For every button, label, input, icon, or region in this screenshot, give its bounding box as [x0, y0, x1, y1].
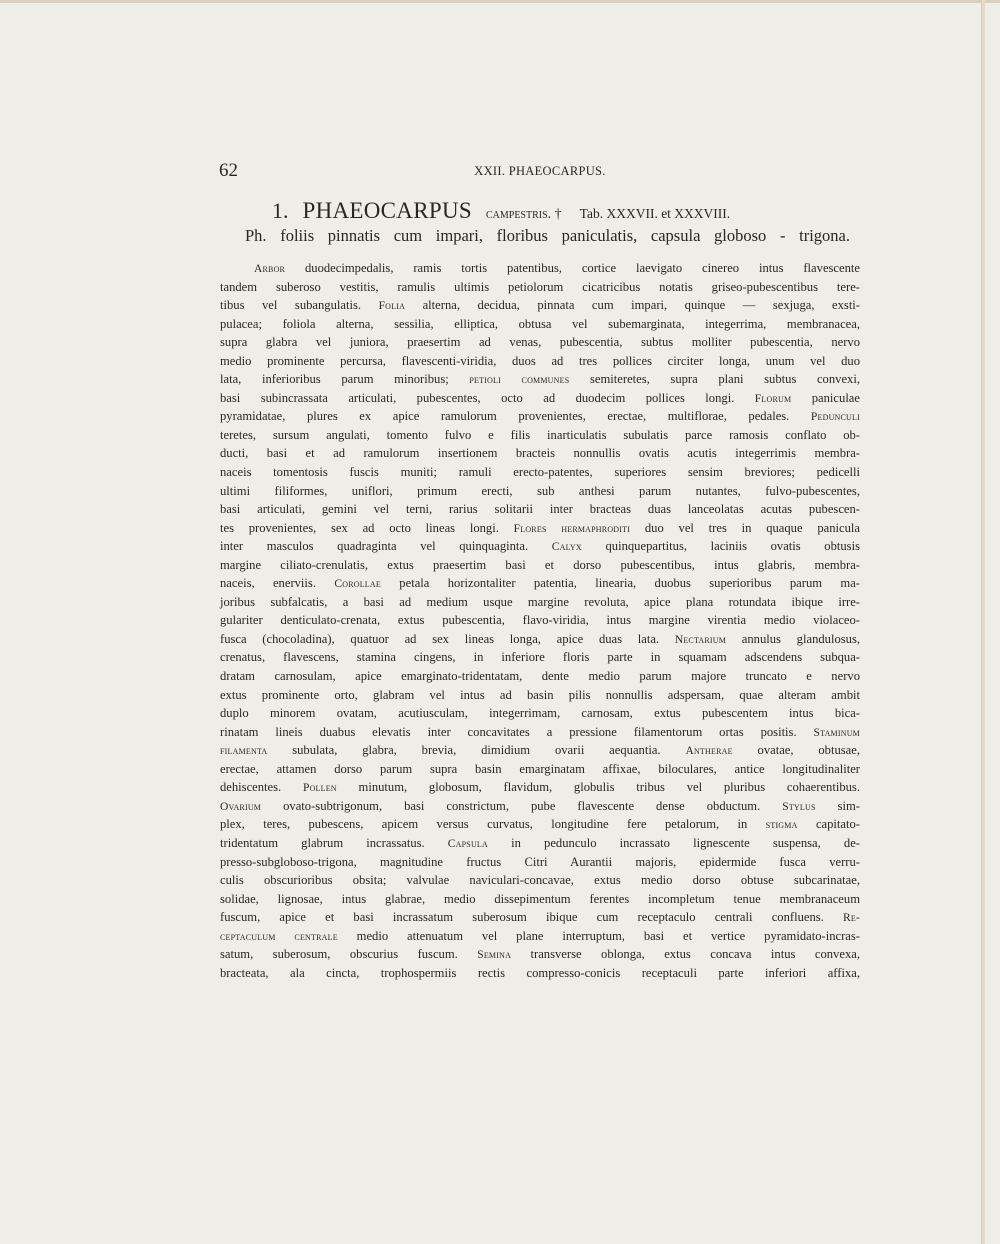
text-line — [220, 556, 860, 575]
organ-term: Capsula — [447, 837, 488, 850]
text-line — [220, 500, 860, 519]
text-run: alterna, decidua, pinnata cum impari, quinque — sexjuga, exsti- — [405, 298, 861, 313]
text-run: pyramidatae, plures ex apice ramulorum provenientes, erectae, multiflorae, pedales. — [220, 409, 811, 424]
text-run: joribus subfalcatis, a basi ad medium usque margine revoluta, apice plana rotundata ibique irre- — [220, 594, 860, 609]
plate-reference: Tab. XXXVII. et XXXVIII. — [579, 206, 731, 221]
text-run: dehiscentes. — [220, 780, 303, 795]
text-run: teretes, sursum angulati, tomento fulvo e filis inarticulatis subulatis parce ramosis conflato ob- — [220, 427, 860, 442]
text-run: duplo minorem ovatam, acutiusculam, integerrimam, carnosam, extus pubescentem intus bica- — [220, 706, 860, 721]
text-line — [220, 333, 860, 352]
text-line — [220, 630, 860, 649]
text-run: paniculae — [791, 390, 860, 405]
text-run: duodecimpedalis, ramis tortis patentibus, cortice laevigato cinereo intus flavescente — [285, 261, 860, 275]
text-line — [220, 890, 860, 909]
text-run: erectae, attamen dorso parum supra basin emarginatam affixae, biloculares, antice longitudinaliter — [220, 761, 860, 776]
text-run: presso-subgloboso-trigona, magnitudine fructus Citri Aurantii majoris, epidermide fusca verru- — [220, 854, 860, 869]
page-top-shadow — [0, 0, 1000, 3]
organ-term: Re- — [843, 912, 860, 925]
species-epithet: campestris. † — [485, 207, 562, 222]
text-line — [220, 593, 860, 612]
text-line — [220, 444, 860, 463]
text-line — [220, 686, 860, 705]
text-line — [220, 370, 860, 389]
description-body — [220, 259, 860, 982]
text-run: supra glabra vel juniora, praesertim ad venas, pubescentia, subtus molliter pubescentia, nervo — [220, 335, 860, 350]
text-run: semiteretes, supra plani subtus convexi, — [569, 372, 860, 387]
text-run: ducti, basi et ad ramulorum insertionem bracteis nonnullis ovatis acutis integerrimis membra- — [220, 446, 860, 461]
text-line — [220, 574, 860, 593]
organ-term: Florum — [754, 392, 792, 405]
text-run: plex, teres, pubescens, apicem versus curvatus, longitudine fere petalorum, in — [220, 817, 766, 832]
running-head: XXII. PHAEOCARPUS. — [474, 164, 606, 178]
text-run: solidae, lignosae, intus glabrae, medio dissepimentum ferentes incompletum tenue membranaceum — [220, 891, 860, 906]
organ-term: Antherae — [685, 745, 733, 758]
text-line — [220, 723, 860, 742]
text-line — [220, 259, 860, 278]
species-number: 1. — [272, 198, 289, 223]
text-run: ovatae, obtusae, — [732, 743, 860, 758]
text-run: basi articulati, gemini vel terni, rarius solitarii inter bracteas duas lanceolatas acutas pubescen- — [220, 502, 860, 517]
text-run: sim- — [815, 798, 860, 813]
text-run: subulata, glabra, brevia, dimidium ovarii aequantia. — [267, 743, 686, 758]
diagnosis: Ph. foliis pinnatis cum impari, floribus paniculatis, capsula globoso - trigona. — [245, 226, 850, 245]
text-run: fusca (chocoladina), quatuor ad sex lineas longa, apice duas lata. — [220, 631, 675, 646]
organ-term: Nectarium — [674, 633, 727, 646]
text-line — [220, 908, 860, 927]
text-run: bracteata, ala cincta, trophospermiis rectis compresso-conicis receptaculi parte inferiori affixa, — [220, 965, 860, 980]
organ-term: Corollae — [334, 578, 381, 591]
text-run: tridentatum glabrum incrassatus. — [220, 835, 448, 850]
text-line — [220, 463, 860, 482]
organ-term: Pedunculi — [810, 411, 860, 424]
text-run: lata, inferioribus parum minoribus; — [220, 372, 470, 387]
genus-name: PHAEOCARPUS — [302, 198, 472, 223]
text-line — [220, 519, 860, 538]
text-line — [220, 482, 860, 501]
text-line — [220, 407, 860, 426]
text-run: quinquepartitus, laciniis ovatis obtusis — [581, 539, 860, 554]
text-run: in pedunculo incrassato lignescente suspensa, de- — [488, 835, 860, 850]
text-run: minutum, globosum, flavidum, globulis tribus vel pluribus cohaerentibus. — [336, 780, 860, 795]
organ-term: Flores hermaphroditi — [513, 522, 631, 535]
text-line — [220, 537, 860, 556]
text-run: duo vel tres in quaque panicula — [630, 520, 860, 535]
text-run: tibus vel subangulatis. — [220, 298, 379, 313]
text-run: culis obscurioribus obsita; valvulae naviculari-concavae, extus medio dorso obtuse subcarinatae, — [220, 873, 860, 888]
text-run: transverse oblonga, extus concava intus convexa, — [511, 947, 860, 962]
text-run: extus prominente orto, glabram vel intus ad basin pilis nonnullis adspersam, quae alteram ambit — [220, 687, 860, 702]
text-line — [220, 871, 860, 890]
text-line — [220, 296, 860, 315]
text-line — [220, 278, 860, 297]
text-run: naceis, enerviis. — [220, 576, 335, 591]
text-line — [220, 352, 860, 371]
text-run: petala horizontaliter patentia, linearia, duobus superioribus parum ma- — [380, 576, 860, 591]
text-run: pulacea; foliola alterna, sessilia, elliptica, obtusa vel subemarginata, integerrima, membranacea, — [220, 316, 860, 331]
text-run: fuscum, apice et basi incrassatum suberosum ibique cum receptaculo centrali confluens. — [220, 910, 843, 925]
organ-term: Semina — [477, 949, 512, 962]
text-line — [220, 741, 860, 760]
text-line — [220, 797, 860, 816]
organ-term: Arbor — [254, 263, 286, 275]
text-line — [220, 964, 860, 983]
organ-term: Ovarium — [220, 800, 262, 813]
organ-term: petioli communes — [469, 374, 570, 387]
text-run: inter masculos quadraginta vel quinquaginta. — [220, 539, 552, 554]
organ-term: Calyx — [551, 541, 582, 554]
text-line — [220, 389, 860, 408]
text-run: medio prominente percursa, flavescenti-viridia, duos ad tres pollices circiter longa, unum vel duo — [220, 353, 860, 368]
text-line — [220, 704, 860, 723]
text-run: medio attenuatum vel plane interruptum, basi et vertice pyramidato-incras- — [337, 928, 860, 943]
species-title — [272, 198, 730, 224]
organ-term: Pollen — [302, 782, 337, 795]
organ-term: stigma — [765, 819, 798, 832]
text-run: tandem suberoso vestitis, ramulis ultimis petiolorum cicatricibus notatis griseo-pubescentibus tere- — [220, 279, 860, 294]
text-run: tes provenientes, sex ad octo lineas longi. — [220, 520, 514, 535]
text-run: rinatam lineis duabus elevatis inter concavitates a pressione filamentorum ortas positis. — [220, 724, 814, 739]
text-run: satum, suberosum, obscurius fuscum. — [220, 947, 478, 962]
organ-term: Staminum — [813, 726, 860, 739]
text-run: naceis tomentosis fuscis muniti; ramuli erecto-patentes, superiores sensim breviores; pedicelli — [220, 465, 860, 480]
text-line — [220, 760, 860, 779]
text-line — [220, 834, 860, 853]
text-run: ultimi filiformes, uniflori, primum erecti, sub anthesi parum nutantes, fulvo-pubescentes, — [220, 483, 860, 498]
organ-term: filamenta — [220, 745, 268, 758]
text-line — [220, 611, 860, 630]
text-line — [220, 315, 860, 334]
text-run: margine ciliato-crenulatis, extus praesertim basi et dorso pubescentibus, intus glabris, membra- — [220, 557, 860, 572]
text-run: ovato-subtrigonum, basi constrictum, pube flavescente dense obductum. — [261, 798, 783, 813]
organ-term: Folia — [378, 300, 406, 313]
text-line — [220, 927, 860, 946]
text-run: crenatus, flavescens, stamina cingens, in inferiore floris parte in squamam adscendens subqua- — [220, 650, 860, 665]
text-line — [220, 815, 860, 834]
page-binding-edge — [981, 0, 985, 1244]
text-run: capitato- — [797, 817, 861, 832]
text-line — [220, 426, 860, 445]
text-line — [220, 778, 860, 797]
text-line — [220, 667, 860, 686]
organ-term: ceptaculum centrale — [220, 930, 338, 943]
organ-term: Stylus — [782, 800, 816, 813]
text-run: gulariter denticulato-crenata, extus pubescentia, flavo-viridia, intus margine virentia medio violaceo- — [220, 613, 860, 628]
text-line — [220, 648, 860, 667]
text-run: dratam carnosulam, apice emarginato-tridentatam, dente medio parum majore truncato e nervo — [220, 669, 860, 684]
text-line — [220, 853, 860, 872]
text-line — [220, 945, 860, 964]
page-number: 62 — [219, 160, 238, 181]
text-run: annulus glandulosus, — [726, 631, 861, 646]
text-run: basi subincrassata articulati, pubescentes, octo ad duodecim pollices longi. — [220, 390, 755, 405]
